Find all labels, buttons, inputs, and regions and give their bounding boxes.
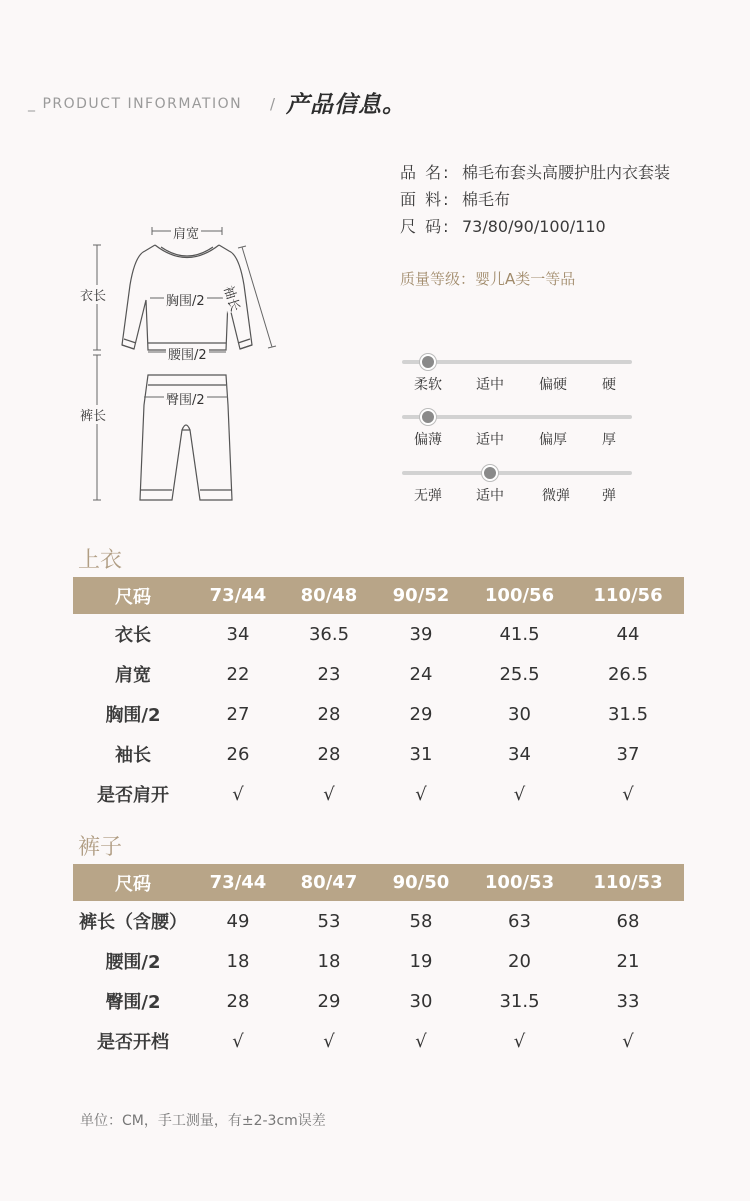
- table-cell: 30: [508, 703, 531, 725]
- softness-slider-track: [402, 360, 632, 364]
- table-header-cell: 110/56: [572, 577, 684, 614]
- table-cell: 31.5: [607, 703, 649, 725]
- table-row: [73, 901, 684, 941]
- thickness-label-2: 适中: [476, 432, 504, 448]
- check-icon: √: [513, 1030, 526, 1052]
- table-cell: 36.5: [308, 623, 350, 645]
- thickness-slider-track: [402, 415, 632, 419]
- header-title-cn: 产品信息。: [286, 92, 406, 118]
- info-value: 棉毛布套头高腰护肚内衣套装: [462, 163, 671, 182]
- thickness-slider-knob: [420, 409, 436, 425]
- table-cell: 20: [508, 950, 531, 972]
- table-cell: 26: [226, 743, 250, 765]
- chest-label: 胸围/2: [164, 290, 207, 309]
- info-label: 面 料:: [400, 190, 451, 209]
- table-row: [73, 941, 684, 981]
- elasticity-label-3: 微弹: [542, 488, 570, 504]
- table-cell: 22: [226, 663, 250, 685]
- table-cell: 63: [508, 910, 531, 932]
- check-icon: √: [232, 1030, 244, 1052]
- garment-illustration: [60, 215, 340, 515]
- table-cell: 24: [409, 663, 433, 685]
- softness-label-2: 适中: [476, 377, 504, 393]
- garment-diagram: [60, 215, 340, 515]
- footnote: 单位：CM，手工测量，有±2-3cm误差: [80, 1113, 326, 1129]
- table-row: [73, 981, 684, 1021]
- table-cell: 31.5: [499, 990, 540, 1012]
- table-cell: 39: [409, 623, 433, 645]
- table-row: [73, 694, 684, 734]
- table-cell: 19: [409, 950, 433, 972]
- hip-label: 臀围/2: [164, 389, 207, 408]
- table-cell: 27: [226, 703, 250, 725]
- elasticity-label-4: 弹: [602, 488, 616, 504]
- table-cell: 26.5: [607, 663, 649, 685]
- header-title-en: _ PRODUCT INFORMATION: [28, 96, 243, 112]
- table-cell: 30: [409, 990, 433, 1012]
- table-cell: 28: [317, 703, 341, 725]
- table-cell: 29: [409, 703, 433, 725]
- table-header-row: [73, 864, 684, 901]
- table-header-cell: 100/53: [467, 864, 572, 901]
- check-icon: √: [323, 783, 335, 805]
- row-label: 臀围/2: [105, 992, 161, 1013]
- shoulder-width-label: 肩宽: [171, 223, 201, 242]
- table-cell: 23: [317, 663, 341, 685]
- table-header-cell: 80/48: [283, 577, 375, 614]
- table-cell: 58: [409, 910, 433, 932]
- table-cell: 28: [226, 990, 250, 1012]
- check-icon: √: [415, 783, 427, 805]
- table-cell: 41.5: [499, 623, 540, 645]
- table-header-cell: 90/52: [375, 577, 467, 614]
- info-value: 73/80/90/100/110: [462, 217, 606, 236]
- softness-label-4: 硬: [602, 377, 616, 393]
- table-cell: 34: [226, 623, 250, 645]
- table-row: [73, 614, 684, 654]
- softness-slider-knob: [420, 354, 436, 370]
- table-cell: 18: [317, 950, 341, 972]
- top-section-title: 上衣: [78, 548, 123, 573]
- row-label: 是否开档: [97, 1032, 169, 1053]
- table-header-cell: 尺码: [73, 864, 193, 901]
- info-label: 尺 码:: [400, 217, 451, 236]
- table-cell: 29: [317, 990, 341, 1012]
- check-icon: √: [513, 783, 526, 805]
- check-icon: √: [232, 783, 244, 805]
- row-label: 袖长: [115, 745, 151, 766]
- row-label: 胸围/2: [105, 705, 161, 726]
- elasticity-slider-knob: [482, 465, 498, 481]
- table-header-cell: 73/44: [193, 577, 283, 614]
- elasticity-label-1: 无弹: [414, 488, 442, 504]
- table-header-row: [73, 577, 684, 614]
- check-icon: √: [415, 1030, 427, 1052]
- table-header-cell: 80/47: [283, 864, 375, 901]
- info-line-size: [400, 214, 606, 237]
- table-header-cell: 110/53: [572, 864, 684, 901]
- elasticity-label-2: 适中: [476, 488, 504, 504]
- info-label: 品 名:: [400, 163, 451, 182]
- table-cell: 44: [616, 623, 640, 645]
- thickness-label-1: 偏薄: [414, 432, 442, 448]
- row-label: 裤长（含腰）: [79, 912, 187, 933]
- thickness-label-4: 厚: [602, 432, 616, 448]
- table-row: [73, 734, 684, 774]
- pants-size-table: [73, 864, 684, 1061]
- check-icon: √: [622, 1030, 634, 1052]
- sleeve-length-label: 袖长: [220, 283, 246, 314]
- elasticity-slider-track: [402, 471, 632, 475]
- table-cell: 18: [226, 950, 250, 972]
- pants-length-label: 裤长: [80, 405, 106, 424]
- table-cell: 25.5: [499, 663, 540, 685]
- info-line-fabric: [400, 187, 510, 210]
- table-header-cell: 尺码: [73, 577, 193, 614]
- table-cell: 68: [616, 910, 640, 932]
- softness-label-3: 偏硬: [539, 377, 567, 393]
- table-header-cell: 100/56: [467, 577, 572, 614]
- waist-label: 腰围/2: [166, 344, 209, 363]
- quality-grade: 质量等级：婴儿A类一等品: [400, 270, 576, 288]
- softness-label-1: 柔软: [414, 377, 442, 393]
- top-size-table: [73, 577, 684, 814]
- table-cell: 49: [226, 910, 250, 932]
- table-cell: 33: [616, 990, 640, 1012]
- row-label: 是否肩开: [97, 785, 169, 806]
- table-header-cell: 73/44: [193, 864, 283, 901]
- check-icon: √: [622, 783, 634, 805]
- table-row: [73, 1021, 684, 1061]
- info-line-name: [400, 160, 670, 183]
- table-header-cell: 90/50: [375, 864, 467, 901]
- table-cell: 28: [317, 743, 341, 765]
- thickness-label-3: 偏厚: [539, 432, 567, 448]
- header-slash: /: [270, 95, 276, 113]
- table-row: [73, 654, 684, 694]
- table-cell: 53: [317, 910, 341, 932]
- table-cell: 34: [508, 743, 531, 765]
- table-cell: 31: [409, 743, 433, 765]
- top-length-label: 衣长: [80, 285, 106, 304]
- row-label: 肩宽: [115, 665, 151, 686]
- pants-section-title: 裤子: [78, 835, 123, 860]
- row-label: 衣长: [115, 625, 151, 646]
- table-cell: 21: [616, 950, 640, 972]
- info-value: 棉毛布: [462, 190, 511, 209]
- table-cell: 37: [616, 743, 640, 765]
- row-label: 腰围/2: [105, 952, 161, 973]
- table-row: [73, 774, 684, 814]
- check-icon: √: [323, 1030, 335, 1052]
